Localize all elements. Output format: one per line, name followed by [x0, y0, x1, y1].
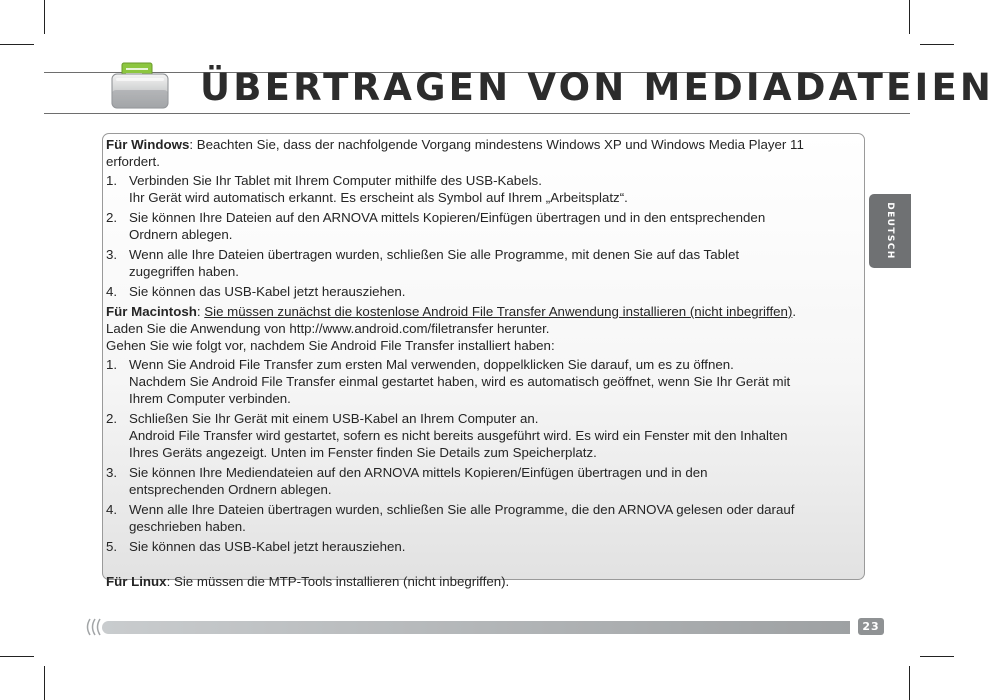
windows-intro — [106, 136, 864, 153]
windows-step-1 — [106, 172, 864, 206]
windows-step-4 — [106, 283, 864, 300]
linux-section — [106, 573, 864, 590]
page-number: 23 — [858, 618, 884, 635]
step-text: entsprechenden Ordnern ablegen. — [129, 482, 332, 497]
step-text: Schließen Sie Ihr Gerät mit einem USB-Kabel an Ihrem Computer an. — [129, 411, 539, 426]
step-text: Ihres Geräts angezeigt. Unten im Fenster finden Sie Details zum Speicherplatz. — [129, 445, 597, 460]
step-number: 3. — [106, 465, 118, 480]
windows-steps — [106, 172, 864, 300]
step-number: 5. — [106, 539, 118, 554]
content-box — [102, 133, 865, 589]
step-number: 4. — [106, 284, 118, 299]
crop-mark-top-left-horizontal — [0, 44, 34, 45]
footer-bar — [102, 621, 850, 634]
windows-intro-line2: erfordert. — [106, 154, 160, 169]
linux-text: : Sie müssen die MTP-Tools installieren (nicht inbegriffen). — [166, 574, 510, 589]
windows-heading: Für Windows — [106, 137, 190, 152]
mac-step-2 — [106, 410, 864, 461]
mac-instruction-line: Gehen Sie wie folgt vor, nachdem Sie Android File Transfer installiert haben: — [106, 338, 555, 353]
step-text: Sie können das USB-Kabel jetzt herausziehen. — [129, 539, 406, 554]
step-text: Sie können Ihre Mediendateien auf den ARNOVA mittels Kopieren/Einfügen übertragen und in den — [129, 465, 708, 480]
step-number: 4. — [106, 502, 118, 517]
header-bottom-rule — [44, 113, 910, 114]
mac-underlined-note: Sie müssen zunächst die kostenlose Android File Transfer Anwendung installieren (nicht inbegriffen) — [204, 304, 793, 319]
step-text: Sie können Ihre Dateien auf den ARNOVA mittels Kopieren/Einfügen übertragen und in den entsprechenden — [129, 210, 766, 225]
footer-brackets-icon — [84, 617, 104, 637]
step-number: 1. — [106, 173, 118, 188]
page-title: ÜBERTRAGEN VON MEDIADATEIEN — [200, 66, 994, 109]
step-text: Wenn alle Ihre Dateien übertragen wurden, schließen Sie alle Programme, mit denen Sie auf das Tablet — [129, 247, 740, 262]
mac-period: . — [792, 304, 797, 319]
step-number: 2. — [106, 210, 118, 225]
step-number: 1. — [106, 357, 118, 372]
crop-mark-bottom-right-vertical — [909, 666, 910, 700]
step-text: Nachdem Sie Android File Transfer einmal gestartet haben, wird es automatisch geöffnet, wenn Sie Ihr Gerät mit — [129, 374, 791, 389]
mac-download-line: Laden Sie die Anwendung von http://www.android.com/filetransfer herunter. — [106, 321, 550, 336]
step-number: 3. — [106, 247, 118, 262]
step-text: Android File Transfer wird gestartet, sofern es nicht bereits ausgeführt wird. Es wird ein Fenster mit den Inhalten — [129, 428, 788, 443]
linux-heading: Für Linux — [106, 574, 167, 589]
mac-step-5 — [106, 538, 864, 555]
mac-separator: : — [196, 304, 205, 319]
step-text: zugegriffen haben. — [129, 264, 239, 279]
mac-step-1 — [106, 356, 864, 407]
windows-step-2 — [106, 209, 864, 243]
step-text: Sie können das USB-Kabel jetzt herausziehen. — [129, 284, 406, 299]
windows-intro-line1: : Beachten Sie, dass der nachfolgende Vorgang mindestens Windows XP und Windows Media Player 11 — [189, 137, 804, 152]
step-text: Wenn Sie Android File Transfer zum ersten Mal verwenden, doppelklicken Sie darauf, um es zu öffnen. — [129, 357, 734, 372]
mac-steps — [106, 356, 864, 555]
crop-mark-bottom-left-vertical — [44, 666, 45, 700]
step-text: Verbinden Sie Ihr Tablet mit Ihrem Computer mithilfe des USB-Kabels. — [129, 173, 542, 188]
language-tab-label: DEUTSCH — [885, 202, 895, 260]
windows-step-3 — [106, 246, 864, 280]
step-text: geschrieben haben. — [129, 519, 246, 534]
step-text: Ihrem Computer verbinden. — [129, 391, 291, 406]
mac-heading: Für Macintosh — [106, 304, 197, 319]
step-text: Ihr Gerät wird automatisch erkannt. Es erscheint als Symbol auf Ihrem „Arbeitsplatz“. — [129, 190, 628, 205]
step-text: Wenn alle Ihre Dateien übertragen wurden, schließen Sie alle Programme, die den ARNOVA gelesen oder darauf — [129, 502, 795, 517]
section-spacer — [106, 558, 864, 573]
step-number: 2. — [106, 411, 118, 426]
step-text: Ordnern ablegen. — [129, 227, 233, 242]
crop-mark-top-right-vertical — [909, 0, 910, 34]
language-tab — [869, 194, 911, 268]
crop-mark-bottom-right-horizontal — [920, 656, 954, 657]
crop-mark-bottom-left-horizontal — [0, 656, 34, 657]
mac-intro — [106, 303, 864, 320]
crop-mark-top-right-horizontal — [920, 44, 954, 45]
crop-mark-top-left-vertical — [44, 0, 45, 34]
mac-step-4 — [106, 501, 864, 535]
mac-step-3 — [106, 464, 864, 498]
media-folder-icon — [108, 60, 172, 112]
